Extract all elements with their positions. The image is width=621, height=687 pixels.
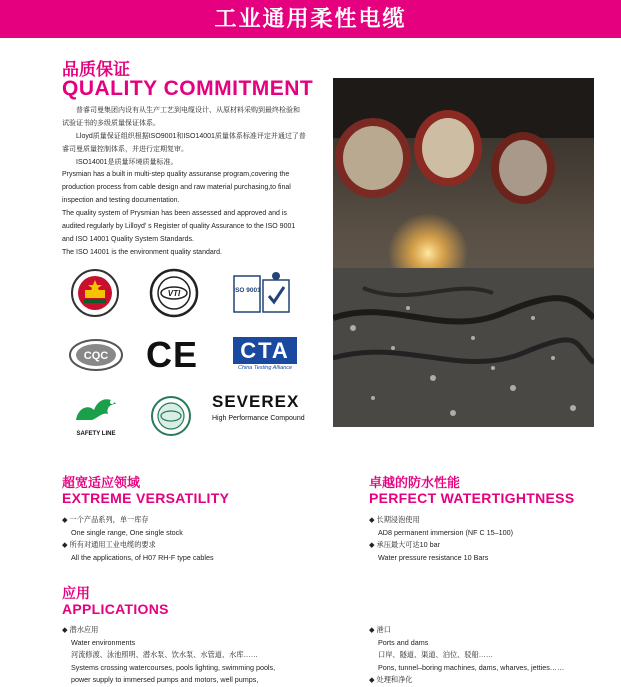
versatility-list [62,514,322,564]
iso-text: ISO 9001 [233,287,261,294]
list-line: Pons, tunnel–boring machines, dams, wharves, jetties…… [378,662,565,672]
list-line: Systems crossing watercourses, pools lighting, swimming pools, [71,662,276,672]
bullet-icon: ◆ [369,675,375,684]
safety-line-text: SAFETY LINE [76,431,116,437]
list-item-en: One single range, One single stock [71,527,183,537]
quality-cn-line: 睿司曼质量控制体系，并进行定期复审。 [62,146,188,153]
cqc-text: CQC [83,350,109,362]
applications-right-list [369,624,614,687]
list-item [62,514,322,527]
ccc-emblem-logo [70,268,120,318]
bullet-icon: ◆ [369,540,375,549]
quality-title-cn: 品质保证 [62,60,130,79]
list-item-cn: 一个产品系列，单一库存 [69,515,149,524]
list-item [369,514,609,527]
quality-cn-line: ISO14001是质量环境质量标准。 [76,159,178,166]
quality-en-line: and ISO 14001 Quality System Standards. [62,236,194,243]
list-line: 河流修渡、泳池照明、潜水泵、饮水泵、水管道、水库…… [71,650,258,659]
vti-text: VTI [167,289,181,298]
versatility-title-en: EXTREME VERSATILITY [62,490,230,506]
quality-en-line: The quality system of Prysmian has been assessed and approved and is [62,210,287,217]
list-item [62,624,332,637]
list-item [369,624,614,637]
cta-text: CTA [233,337,297,364]
list-line: power supply to immersed pumps and motors, well pumps, [71,675,259,684]
severex-subtitle: High Performance Compound [212,415,305,422]
applications-left-list [62,624,332,687]
list-item-cn: 长期浸泡使用 [376,515,420,524]
quality-en-line: Prysmian has a built in multi-step quality assuranse program,covering the [62,171,290,178]
banner-title: 工业通用柔性电缆 [214,6,407,31]
list-item [369,674,614,687]
list-item-cn: 处理和净化 [376,675,413,684]
vti-seal-logo [148,268,200,318]
quality-cn-line: Lloyd质量保证组织根据ISO9001和ISO14001质量体系标准评定并通过了普 [76,133,306,140]
applications-title-cn: 应用 [62,585,90,601]
list-item [369,539,609,552]
quality-cn-line: 试验证书的多级质量保证体系。 [62,120,160,127]
bullet-icon: ◆ [369,515,375,524]
bullet-icon: ◆ [369,625,375,634]
vti-green-seal-logo [150,395,192,437]
list-item [62,539,322,552]
quality-cn-line: 普睿司曼集团内设有从生产工艺到电缆设计、从原材料采购到最终检验和 [76,107,300,114]
severex-text: SEVEREX [212,392,300,411]
list-item-cn: 港口 [376,625,391,634]
bullet-icon: ◆ [62,515,68,524]
list-item-cn: 所有对通用工业电缆的要求 [69,540,156,549]
watertight-title-en: PERFECT WATERTIGHTNESS [369,490,575,506]
quality-en-line: audited regularly by Lilloyd' s Register of quality Assurance to the ISO 9001 [62,223,296,230]
versatility-title-cn: 超宽适应领域 [62,475,141,490]
quality-en-line: production process from cable design and raw material purchasing,to final [62,184,291,191]
list-item-cn: 承压最大可达10 bar [376,540,441,549]
list-line: Water environments [71,637,136,647]
cqc-logo [68,338,124,372]
cables-photo [333,78,594,427]
list-line: 口岸、隧道、渠道、泊位、驳船…… [378,650,494,659]
list-item-cn: 潜水应用 [69,625,99,634]
applications-title-en: APPLICATIONS [62,601,169,617]
ce-mark-logo: CE [146,334,199,375]
cables-illustration [333,78,594,427]
safety-line-logo [66,390,126,438]
bullet-icon: ◆ [62,540,68,549]
watertight-title-cn: 卓越的防水性能 [369,475,461,490]
list-item-en: Water pressure resistance 10 Bars [378,552,489,562]
iso9001-ukas-logo [233,270,293,318]
watertight-list [369,514,609,564]
list-item-en: AD8 permanent immersion (NF C 15–100) [378,527,514,537]
cta-subtitle: China Testing Alliance [237,365,292,371]
quality-en-line: The ISO 14001 is the environment quality standard. [62,249,222,256]
bullet-icon: ◆ [62,625,68,634]
dragon-icon [66,390,126,426]
quality-title-en: QUALITY COMMITMENT [62,77,314,100]
list-item-en: All the applications, of H07 RH-F type cables [71,552,214,562]
list-line: Ports and dams [378,637,429,647]
severex-logo [212,392,316,422]
quality-en-line: inspection and testing documentation. [62,197,180,204]
quality-text-en [62,168,330,259]
cta-logo [233,337,297,373]
quality-text-cn [62,104,324,169]
